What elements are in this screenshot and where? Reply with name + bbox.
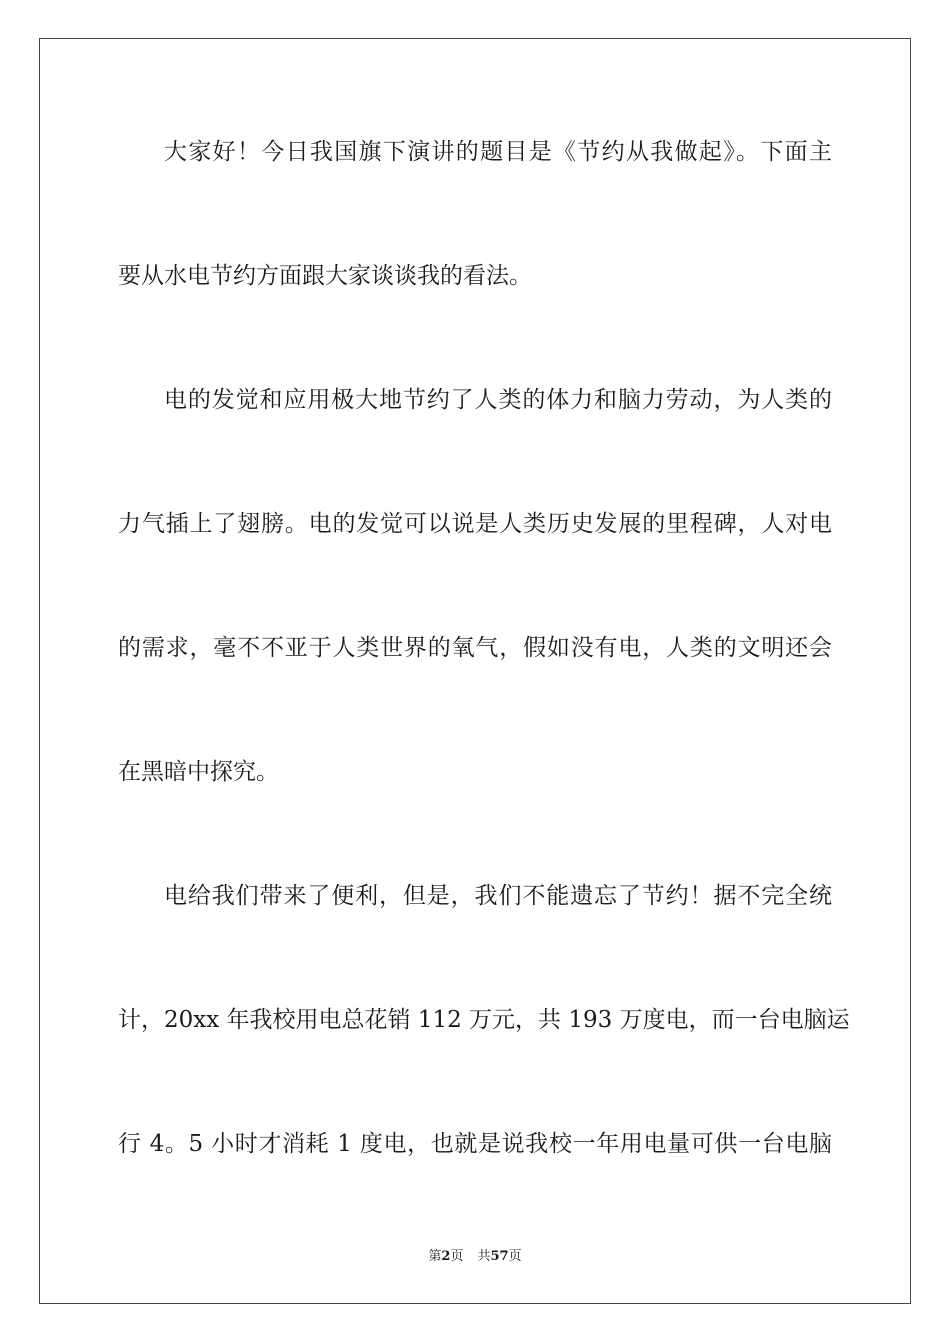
- text-line: 力气插上了翅膀。电的发觉可以说是人类历史发展的里程碑，人对电: [118, 511, 832, 537]
- footer-page-number: 2: [441, 1249, 451, 1264]
- text-line: 大家好！今日我国旗下演讲的题目是《节约从我做起》。下面主: [164, 139, 832, 165]
- footer-page-prefix: 第: [428, 1249, 442, 1264]
- text-line: 电的发觉和应用极大地节约了人类的体力和脑力劳动，为人类的: [164, 387, 832, 413]
- text-line: 的需求，毫不不亚于人类世界的氧气，假如没有电，人类的文明还会: [118, 635, 832, 661]
- footer-total-suffix: 页: [508, 1249, 522, 1264]
- footer-total-pages: 57: [490, 1249, 509, 1264]
- text-line: 在黑暗中探究。: [118, 759, 279, 785]
- text-line: 电给我们带来了便利，但是，我们不能遗忘了节约！据不完全统: [164, 883, 832, 909]
- text-line: 要从水电节约方面跟大家谈谈我的看法。: [118, 263, 532, 289]
- text-line: 行 4。5 小时才消耗 1 度电，也就是说我校一年用电量可供一台电脑: [118, 1131, 832, 1157]
- page-border: [39, 38, 911, 1304]
- footer-total-prefix: 共: [477, 1249, 491, 1264]
- text-line: 计，20xx 年我校用电总花销 112 万元，共 193 万度电，而一台电脑运: [118, 1007, 850, 1033]
- footer-page-suffix: 页: [450, 1249, 464, 1264]
- page-footer: [0, 1248, 950, 1266]
